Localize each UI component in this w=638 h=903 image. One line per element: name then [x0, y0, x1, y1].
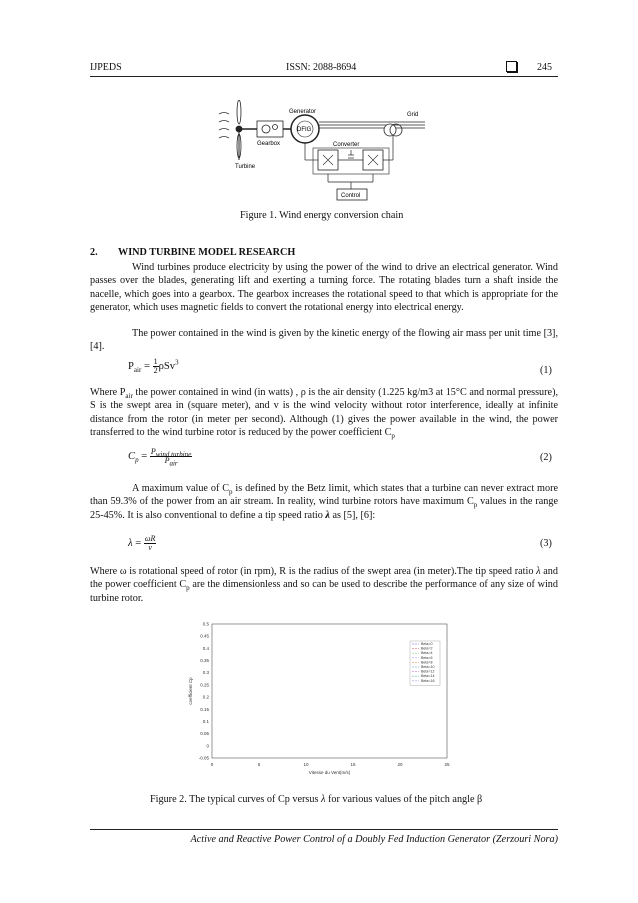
p5-sub: p — [186, 584, 190, 593]
y-tick-label: 0.2 — [202, 694, 209, 700]
eq1-num: 1 — [153, 357, 158, 366]
eq3-num: ωR — [144, 534, 156, 543]
y-axis-label: coefficient Cp — [188, 677, 193, 705]
fig2-caption-a: Figure 2. The typical curves of Cp versus — [150, 794, 321, 805]
paragraph-power-wind: The power contained in the wind is given by the kinetic energy of the flowing air mass per unit time [3], [4]. — [90, 328, 558, 353]
generator-label: Generator — [289, 109, 317, 115]
y-tick-label: 0.25 — [200, 682, 209, 688]
legend-entry: Beta=0 — [421, 642, 433, 646]
p4-sub1: p — [229, 488, 233, 497]
p4-sub2: p — [473, 501, 478, 510]
eq1-rhs-sup: 3 — [175, 358, 179, 367]
p4-b: is defined by the Betz limit, which states that a turbine can never extract more than 59.3% of the power from an air stream. In reality, wind turbine rotors have maximum C — [90, 483, 558, 508]
footer-text: Active and Reactive Power Control of a Doubly Fed Induction Generator (Zerzouri Nora) — [190, 834, 558, 845]
journal-name: IJPEDS — [90, 62, 122, 73]
x-tick-label: 15 — [350, 762, 356, 767]
p3-sub: air — [125, 392, 133, 401]
p4-d: as [5], [6]: — [329, 509, 376, 521]
y-tick-label: 0.1 — [202, 718, 209, 724]
y-tick-label: 0.4 — [202, 645, 209, 651]
legend-entry: Beta=12 — [421, 669, 435, 674]
equation-1 — [128, 358, 179, 375]
dfig-label: DFIG — [297, 127, 312, 133]
x-axis-label: Vitesse du Vent(m/s) — [308, 770, 351, 775]
y-tick-label: 0.35 — [200, 658, 209, 664]
p5-c: are the dimensionless and so can be used to describe the performance of any size of wind turbine rotor. — [90, 579, 558, 604]
fig2-caption-b: for various values of the pitch angle β — [325, 794, 483, 805]
eq2-lhs-sub: p — [135, 456, 139, 465]
figure2-caption — [150, 794, 482, 805]
legend-entry: Beta=10 — [421, 665, 435, 669]
equation-2 — [128, 447, 192, 468]
y-tick-label: 0 — [206, 743, 209, 749]
paragraph-tip-speed — [90, 565, 558, 605]
chart-legend — [410, 641, 440, 685]
eq1-den: 2 — [153, 366, 158, 375]
equation-1-number: (1) — [540, 365, 552, 376]
control-label: Control — [341, 193, 361, 199]
x-tick-label: 5 — [257, 762, 261, 767]
grid-label: Grid — [407, 112, 419, 118]
fig2-caption-lambda: λ — [320, 794, 326, 805]
section-heading: 2. WIND TURBINE MODEL RESEARCH — [90, 247, 296, 258]
eq1-rhs: ρSv — [158, 360, 176, 372]
eq2-equals: = — [138, 450, 150, 462]
legend-entry: Beta=14 — [421, 674, 435, 679]
x-tick-label: 0 — [210, 762, 214, 767]
wind-arrows-icon — [219, 113, 229, 139]
equation-3 — [128, 535, 156, 552]
p5-b: and the power coefficient C — [90, 566, 558, 591]
equation-2-number: (2) — [540, 452, 552, 463]
page-number: 245 — [537, 62, 552, 73]
p3-b: the power contained in wind (in watts) , ρ is the air density (1.225 kg/m3 at 15°C and normal pressure), S is the swept area in (square meter), and v is the wind velocity without rotor interference, ideally at infinite distance from the rotor (in meter per second). Although (1) gives the power available in the wind, the power transferred to the wind turbine rotor is reduced by the power coefficient C — [90, 387, 559, 439]
legend-entry: Beta=6 — [421, 655, 433, 660]
eq1-lhs: P — [128, 360, 134, 372]
eq2-num-sub: wind turbine — [155, 450, 192, 459]
y-tick-label: 0.15 — [200, 706, 209, 712]
paragraph-pair-definition — [90, 386, 558, 440]
legend-entry: Beta=2 — [421, 646, 433, 651]
eq1-equals: = — [141, 360, 153, 372]
y-tick-label: 0.5 — [202, 621, 209, 627]
y-tick-label: 0.05 — [200, 731, 209, 737]
eq2-fraction — [150, 447, 192, 468]
equation-3-number: (3) — [540, 538, 552, 549]
eq3-den: v — [148, 543, 152, 552]
eq2-den: P — [164, 456, 170, 465]
y-tick-label: -0.05 — [198, 755, 209, 761]
eq2-lhs: C — [128, 450, 136, 462]
p4-lambda: λ — [325, 509, 330, 521]
p5-a: Where ω is rotational speed of rotor (in rpm), R is the radius of the swept area (in meter).The tip speed ratio — [90, 566, 537, 577]
y-tick-label: 0.45 — [200, 633, 209, 639]
legend-entry: Beta=4 — [421, 651, 433, 656]
y-tick-label: 0.3 — [202, 670, 209, 676]
cp-chart — [172, 618, 462, 778]
x-tick-label: 25 — [444, 762, 450, 767]
p4-c: values in the range 25-45%. It is also conventional to define a tip speed ratio — [90, 496, 558, 521]
eq3-equals: = — [132, 537, 144, 549]
issn: ISSN: 2088-8694 — [286, 62, 357, 73]
converter-label: Converter — [333, 142, 360, 148]
eq2-den-sub: air — [169, 459, 178, 468]
p3-a: Where P — [90, 387, 126, 398]
x-tick-label: 10 — [303, 762, 309, 767]
eq1-lhs-sub: air — [133, 366, 142, 375]
p4-a: A maximum value of C — [132, 483, 230, 494]
footer-rule — [90, 829, 558, 830]
figure1-caption: Figure 1. Wind energy conversion chain — [240, 210, 404, 221]
paragraph-betz-limit — [90, 482, 558, 522]
eq2-num: P — [150, 447, 156, 456]
header-rule — [90, 76, 558, 77]
paragraph-wind-turbines: Wind turbines produce electricity by using the power of the wind to drive an electrical generator. Wind passes over the blades, generating lift and exerting a turning force. The rotating blades turn a shaft inside the nacelle, which goes into a gearbox. The gearbox increases the rotational speed to that which is appropriate for the generator, which uses magnetic fields to convert the rotational energy into electrical energy. — [90, 262, 558, 314]
p5-lambda: λ — [536, 566, 541, 577]
eq3-fraction — [144, 535, 157, 552]
turbine-label: Turbine — [235, 164, 256, 170]
square-bullet-icon — [506, 61, 517, 72]
gearbox-label: Gearbox — [257, 141, 281, 147]
p3-sub2: p — [391, 432, 395, 441]
eq3-lhs: λ — [128, 537, 133, 549]
legend-entry: Beta=8 — [421, 660, 433, 665]
x-tick-label: 20 — [397, 762, 403, 767]
figure1-diagram — [215, 100, 440, 205]
legend-entry: Beta=16 — [421, 678, 435, 683]
